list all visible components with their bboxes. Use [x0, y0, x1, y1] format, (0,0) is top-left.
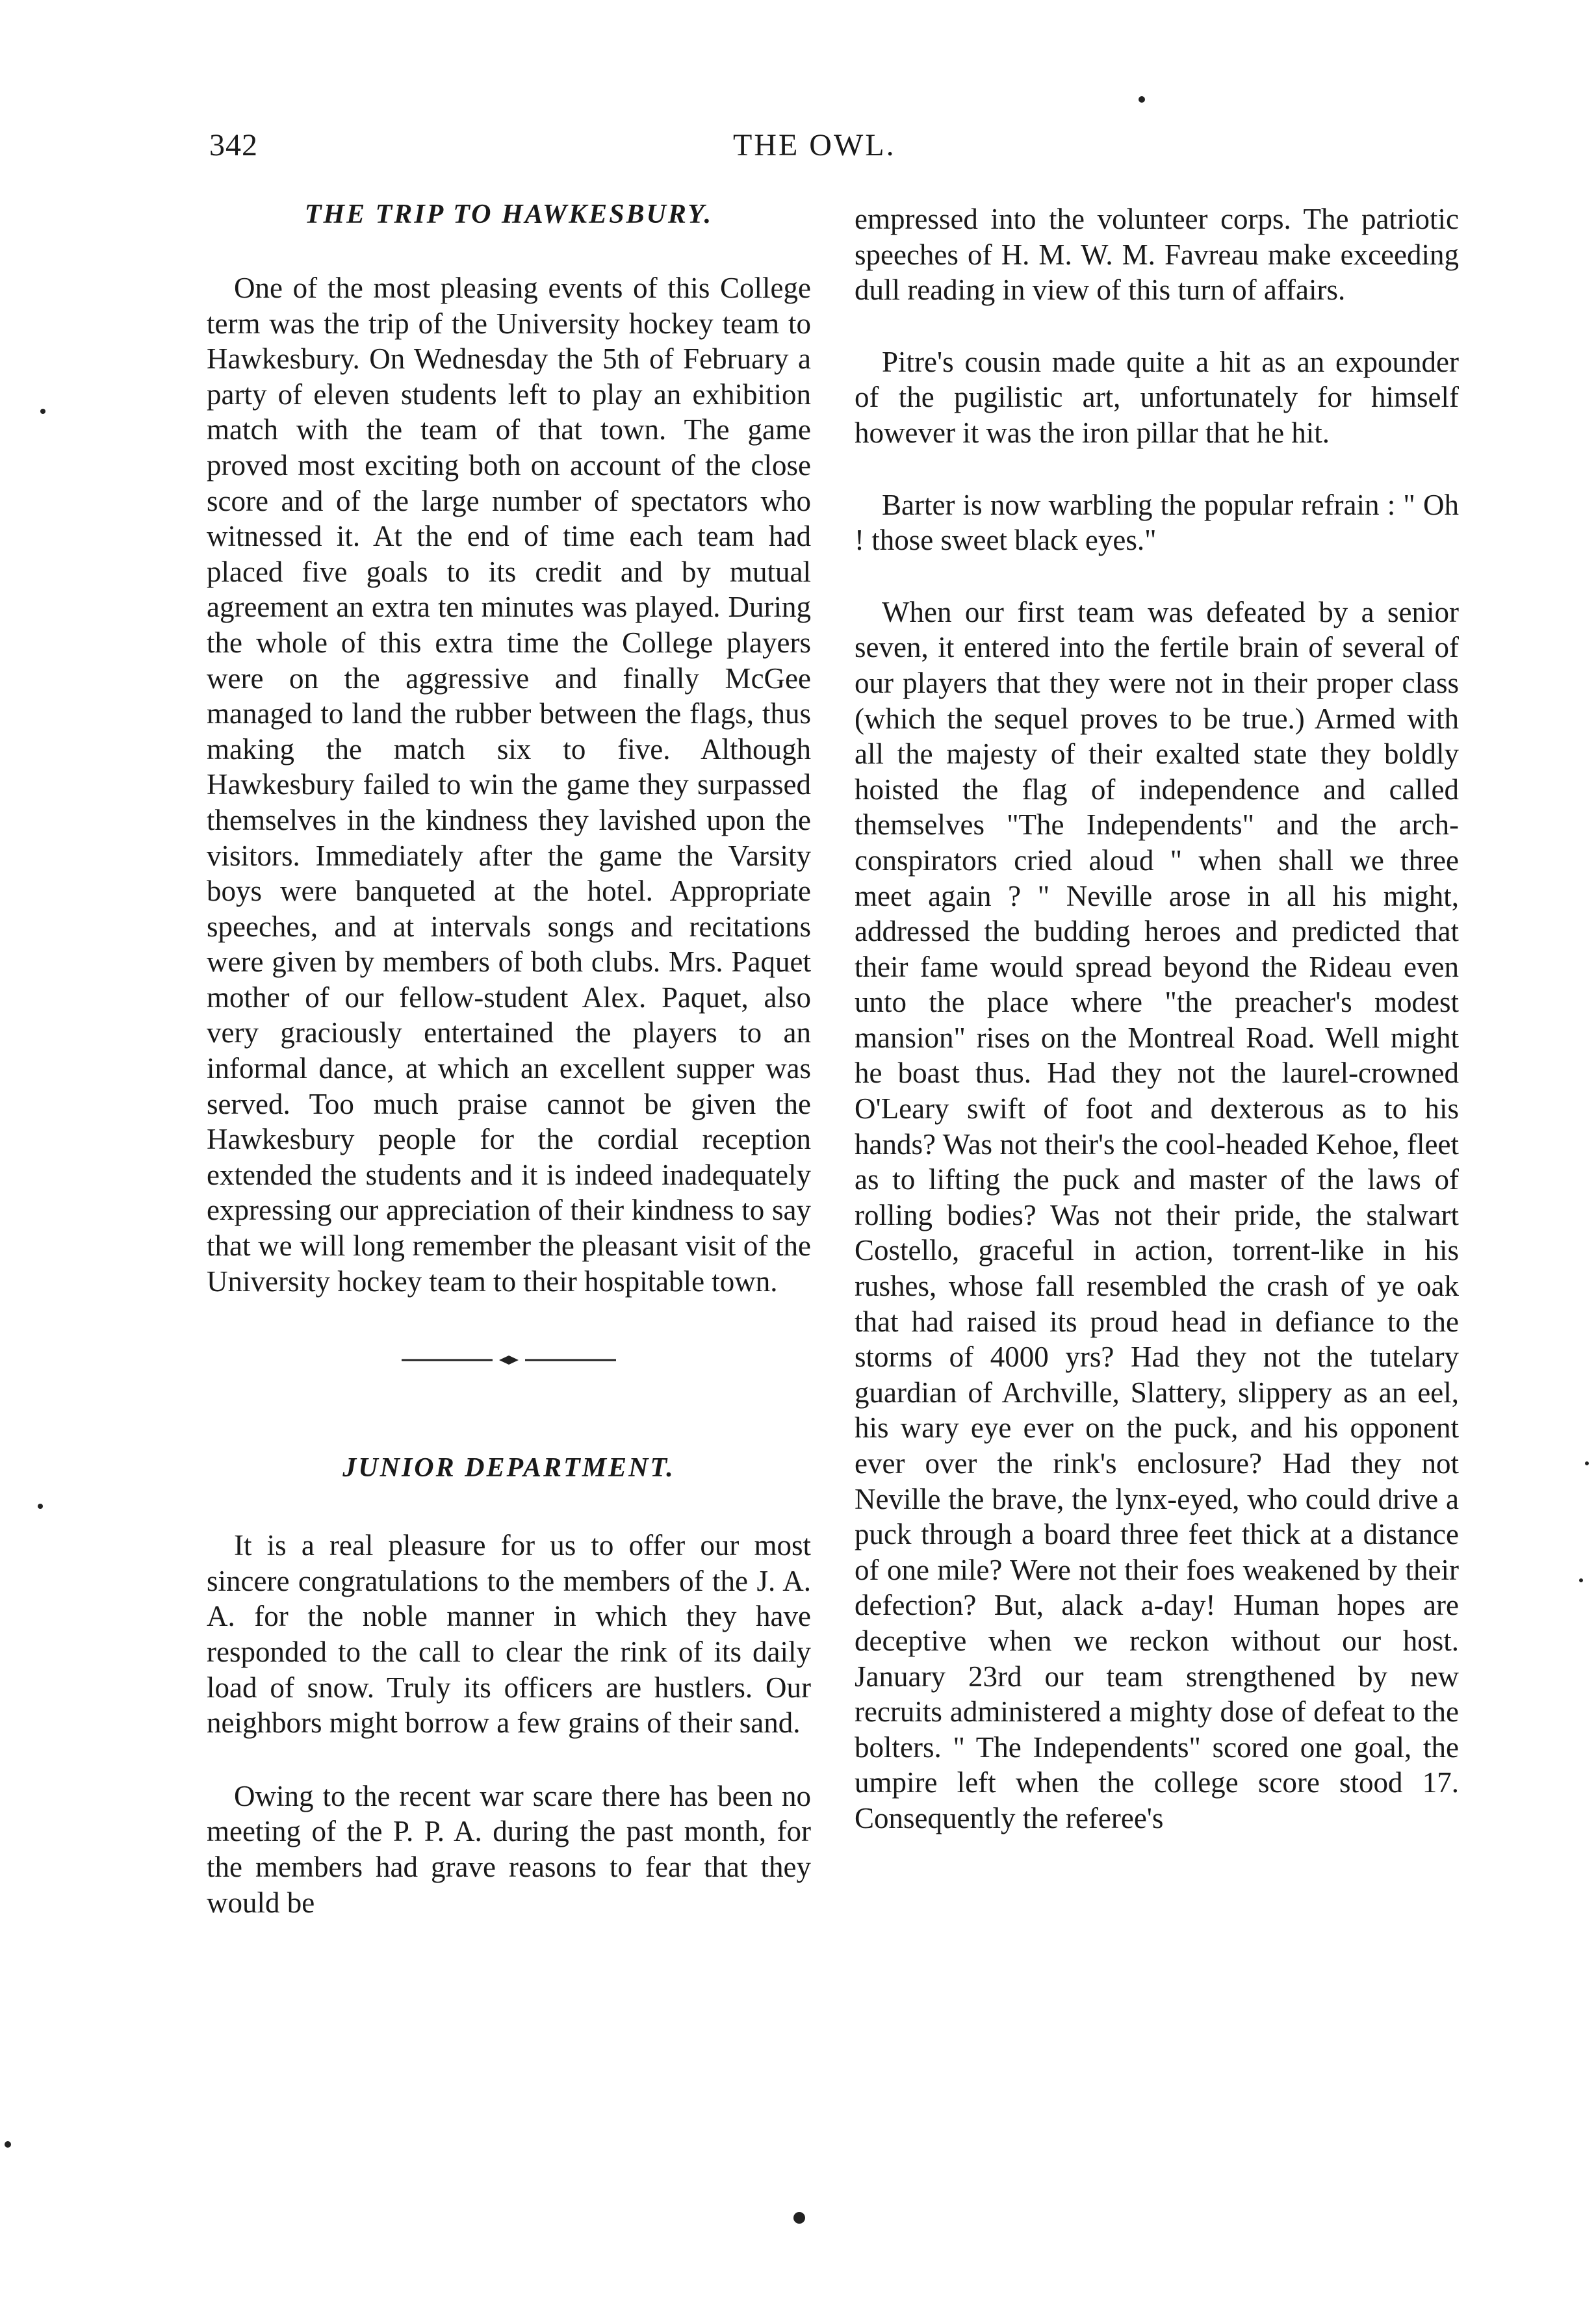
ornament-divider [402, 1354, 616, 1367]
left-column [207, 195, 811, 1920]
page-number: 342 [209, 128, 258, 162]
article-paragraph: Pitre's cousin made quite a hit as an expounder of the pugilistic art, unfortunately for himself however it was the iron pillar that he hit. [855, 345, 1459, 449]
article-paragraph: It is a real pleasure for us to offer our most sincere congratulations to the members of the J. A. A. for the noble manner in which they have responded to the call to clear the rink of its daily load of snow. Truly its officers are hustlers. Our neighbors might borrow a few grains of their sand. [207, 1529, 811, 1740]
article-paragraph: When our first team was defeated by a senior seven, it entered into the fertile brain of several of our players that they were not in their proper class (which the sequel proves to be true.) Armed with all the majesty of their exalted state they boldly hoisted the flag of independence and called themselves "The Independents" and the arch-conspirators cried aloud " when shall we three meet again ? " Neville arose in all his might, addressed the budding heroes and predicted that their fame would spread beyond the Rideau even unto the place where "the preacher's modest mansion" rises on the Montreal Road. Well might he boast thus. Had they not the laurel-crowned O'Leary swift of foot and dexterous as to his hands? Was not their's the cool-headed Kehoe, fleet as to lifting the puck and master of the laws of rolling bodies? Was not their pride, the stalwart Costello, graceful in action, torrent-like in his rushes, whose fall resembled the crash of ye oak that had raised its proud head in defiance to the storms of 4000 yrs? Had they not the tutelary guardian of Archville, Slattery, slippery as an eel, his wary eye ever on the puck, and his opponent ever over the rink's enclosure? Had they not Neville the brave, the lynx-eyed, who could drive a puck through a board three feet thick at a distance of one mile? Were not their foes weakened by their defection? But, alack a-day! Human hopes are deceptive when we reckon without our host. January 23rd our team strengthened by new recruits administered a mighty dose of defeat to the bolters. " The Independents" scored one goal, the umpire left when the college score stood 17. Consequently the referee's [855, 595, 1459, 1834]
article-paragraph: empressed into the volunteer corps. The patriotic speeches of H. M. W. M. Favreau make exceeding dull reading in view of this turn of affairs. [855, 203, 1459, 307]
article-paragraph: Barter is now warbling the popular refrain : " Oh ! those sweet black eyes." [855, 488, 1459, 557]
article-heading-junior-department: JUNIOR DEPARTMENT. [342, 1453, 675, 1484]
right-column [855, 201, 1459, 1836]
article-paragraph: Owing to the recent war scare there has been no meeting of the P. P. A. during the past month, for the members had grave reasons to fear that they would be [207, 1779, 811, 1919]
running-title: THE OWL. [733, 128, 896, 162]
article-heading-trip-to-hawkesbury: THE TRIP TO HAWKESBURY. [304, 199, 714, 229]
article-paragraph: One of the most pleasing events of this College term was the trip of the University hockey team to Hawkesbury. On Wednesday the 5th of February a party of eleven students left to play an exhibition match with the team of that town. The game proved most exciting both on account of the close score and of the large number of spectators who witnessed it. At the end of time each team had placed five goals to its credit and by mutual agreement an extra ten minutes was played. During the whole of this extra time the College players were on the aggressive and finally McGee managed to land the rubber between the flags, thus making the match six to five. Although Hawkesbury failed to win the game they surpassed themselves in the kindness they lavished upon the visitors. Immediately after the game the Varsity boys were banqueted at the hotel. Appropriate speeches, and at intervals songs and recitations were given by members of both clubs. Mrs. Paquet mother of our fellow-student Alex. Paquet, also very graciously entertained the players to an informal dance, at which an excellent supper was served. Too much praise cannot be given the Hawkesbury people for the cordial reception extended the students and it is indeed inadequately expressing our appreciation of their kindness to say that we will long remember the pleasant visit of the University hockey team to their hospitable town. [207, 272, 811, 1298]
